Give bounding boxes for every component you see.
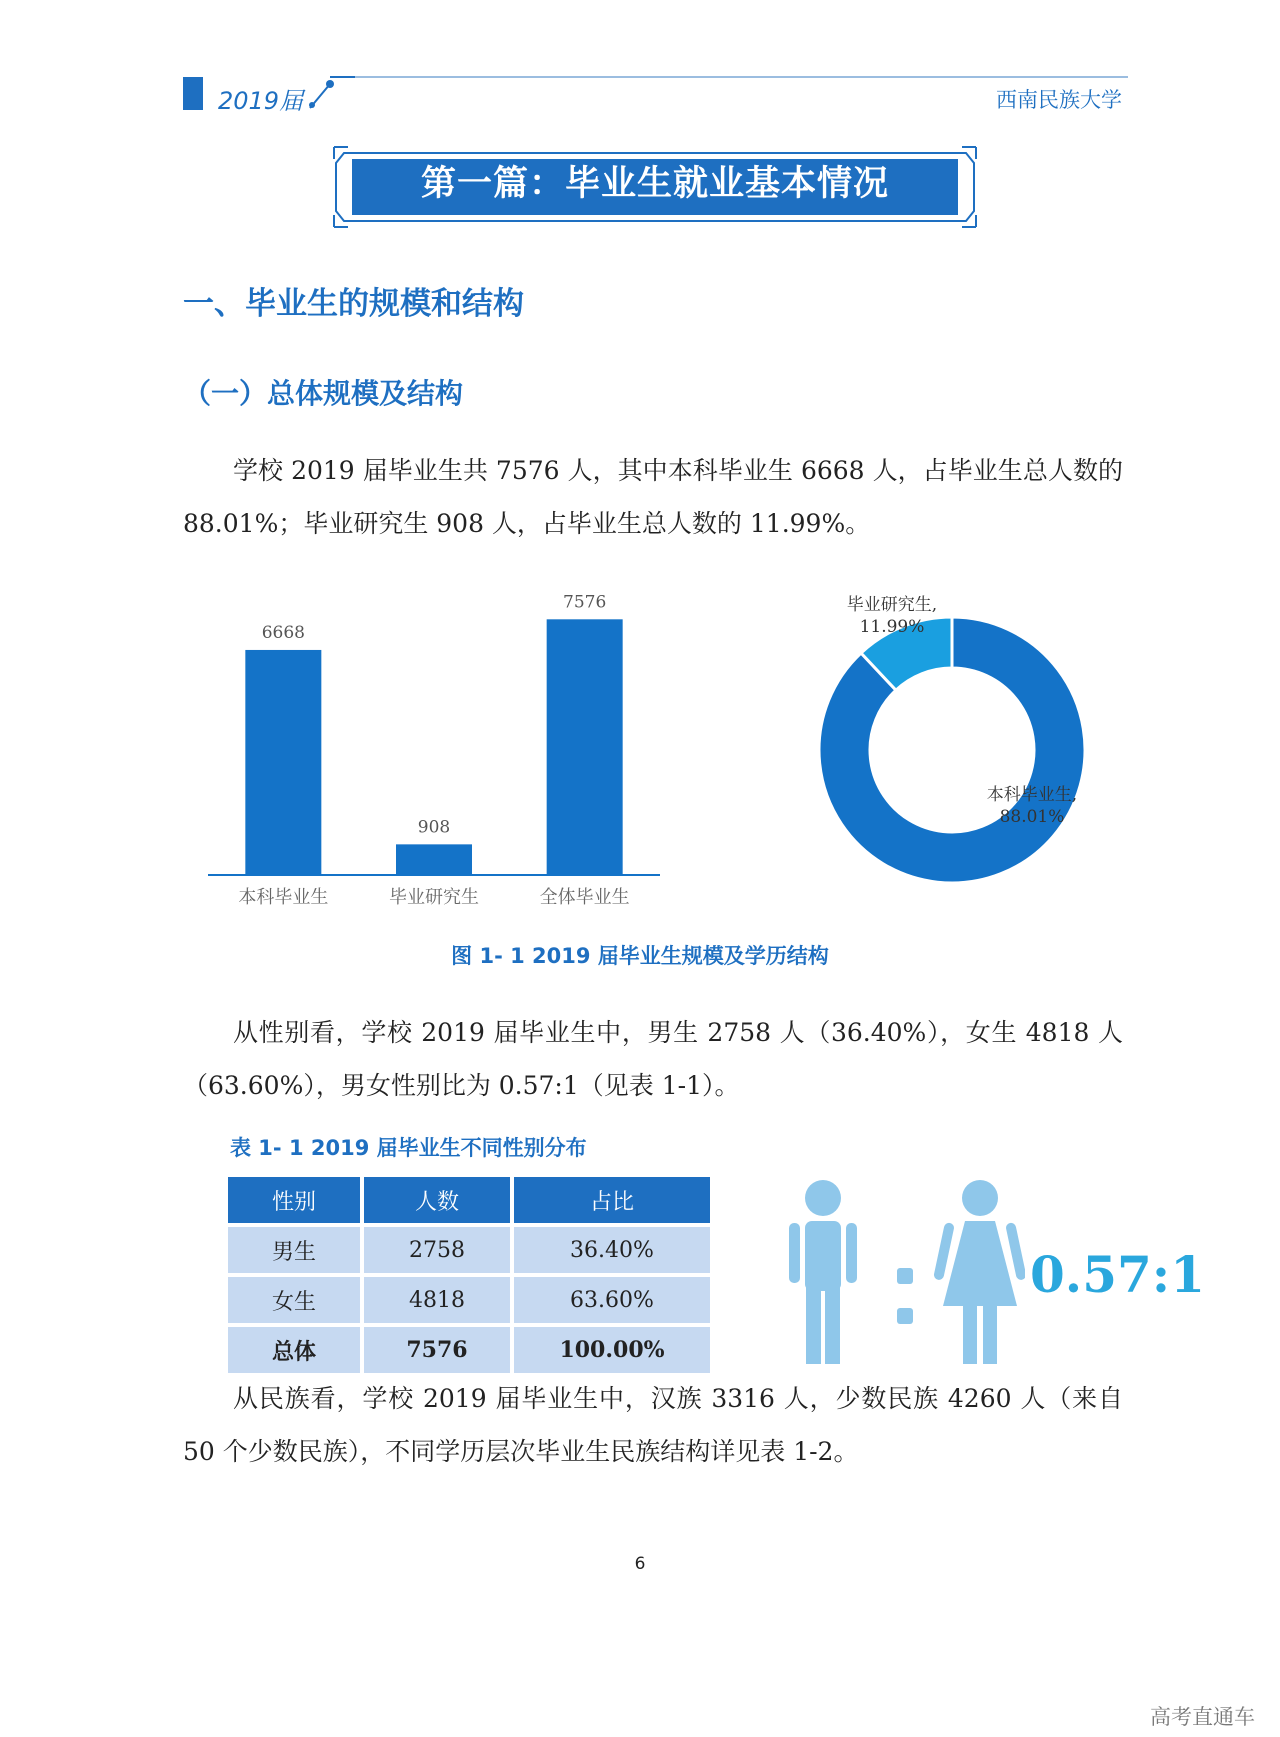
paragraph-ethnicity: 从民族看，学校 2019 届毕业生中，汉族 3316 人，少数民族 4260 人（来自 50 个少数民族），不同学历层次毕业生民族结构详见表 1-2。: [183, 1384, 1123, 1466]
gender-ratio-graphic: [785, 1178, 1025, 1364]
female-figure-icon: [933, 1180, 1025, 1364]
table-cell: 100.00%: [514, 1327, 710, 1373]
gender-ratio-value: 0.57:1: [1030, 1245, 1206, 1304]
slice-pct-label: 11.99%: [859, 617, 925, 637]
table-cell: 36.40%: [514, 1227, 710, 1273]
bar: [396, 844, 472, 875]
paragraph-scale: 学校 2019 届毕业生共 7576 人，其中本科毕业生 6668 人，占毕业生总人数的 88.01%；毕业研究生 908 人，占毕业生总人数的 11.99%。: [183, 456, 1123, 538]
donut-chart: [795, 580, 1125, 900]
banner-title: 第一篇：毕业生就业基本情况: [420, 164, 889, 204]
subsection-heading: （一）总体规模及结构: [183, 377, 464, 410]
table-header-cell: 人数: [364, 1177, 510, 1223]
bar-value-label: 6668: [261, 622, 305, 643]
watermark: 高考直通车: [1150, 1705, 1255, 1729]
table-header-cell: 性别: [228, 1177, 360, 1223]
table-caption: 表 1- 1 2019 届毕业生不同性别分布: [230, 1136, 587, 1160]
bar: [245, 650, 321, 875]
x-tick-label: 毕业研究生: [389, 887, 479, 908]
bar: [547, 619, 623, 875]
table-cell: 总体: [228, 1327, 360, 1373]
bar-value-label: 7576: [563, 592, 607, 613]
table-cell: 7576: [364, 1327, 510, 1373]
section-heading: 一、毕业生的规模和结构: [183, 286, 524, 322]
table-header-row: [228, 1177, 710, 1223]
slice-label: 毕业研究生,: [846, 595, 938, 615]
colon-icon: [897, 1268, 913, 1324]
figure-caption: 图 1- 1 2019 届毕业生规模及学历结构: [451, 944, 829, 968]
header-year-tag: 2019届: [218, 87, 304, 115]
male-figure-icon: [789, 1180, 857, 1364]
table-row: [228, 1227, 710, 1273]
header-university-name: 西南民族大学: [996, 88, 1122, 112]
bar-value-label: 908: [417, 817, 451, 838]
header-accent-bar: [183, 77, 203, 110]
slice-label: 本科毕业生,: [986, 785, 1078, 805]
page-number: 6: [634, 1554, 646, 1574]
bar-chart: [200, 570, 670, 920]
table-cell: 男生: [228, 1227, 360, 1273]
table-cell: 63.60%: [514, 1277, 710, 1323]
table-cell: 2758: [364, 1227, 510, 1273]
table-row-total: [228, 1327, 710, 1373]
gender-table: [224, 1173, 714, 1377]
slice-pct-label: 88.01%: [999, 807, 1065, 827]
table-row: [228, 1277, 710, 1323]
x-tick-label: 全体毕业生: [539, 887, 630, 908]
paragraph-gender: 从性别看，学校 2019 届毕业生中，男生 2758 人（36.40%），女生 4818 人（63.60%），男女性别比为 0.57:1（见表 1-1）。: [183, 1018, 1123, 1100]
table-cell: 4818: [364, 1277, 510, 1323]
x-tick-label: 本科毕业生: [238, 887, 329, 908]
table-header-cell: 占比: [514, 1177, 710, 1223]
table-cell: 女生: [228, 1277, 360, 1323]
